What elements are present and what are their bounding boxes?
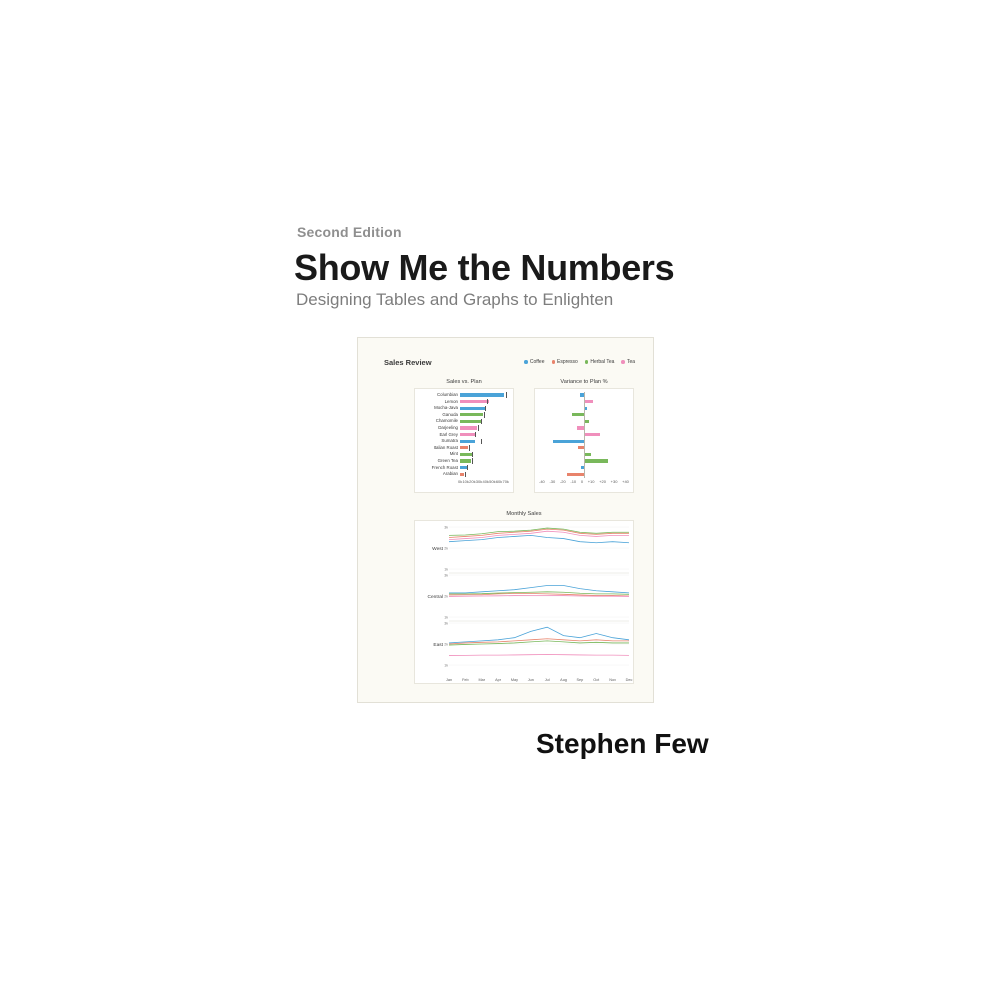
legend-swatch-icon (585, 360, 589, 364)
variance-chart-title: Variance to Plan % (560, 379, 608, 385)
author-name: Stephen Few (536, 728, 709, 759)
plan-reference-tick (467, 465, 468, 470)
bar-track (460, 425, 509, 432)
y-axis-tick-label: 2k (444, 594, 448, 599)
bar-row (416, 412, 509, 419)
bar-track (460, 471, 509, 478)
plan-reference-tick (472, 458, 473, 463)
bar-track (460, 418, 509, 425)
bar-label: Mocha-Java (434, 405, 458, 411)
subtitle: Designing Tables and Graphs to Enlighten (296, 290, 614, 309)
plan-reference-tick (481, 439, 482, 444)
bar-row (416, 399, 509, 406)
bar (584, 453, 591, 456)
bar (584, 459, 608, 462)
legend-item (621, 359, 635, 365)
axis-tick-label: -40 (539, 478, 545, 484)
x-axis-tick-label: Oct (593, 678, 600, 682)
bar-label: Darjeeling (438, 424, 458, 430)
x-axis-tick-label: Jan (445, 678, 453, 682)
bar (460, 453, 472, 456)
region-label: West (432, 547, 443, 552)
x-axis-tick-label: Jul (544, 678, 550, 682)
bar (567, 473, 584, 476)
sales-chart-title: Sales vs. Plan (446, 379, 482, 385)
bar-track (460, 465, 509, 472)
bar (577, 426, 584, 429)
bar-row (416, 432, 509, 439)
region-label: Central (427, 595, 443, 600)
x-axis-tick-label: Dec (625, 678, 633, 682)
bar (460, 400, 489, 403)
bar-track (460, 405, 509, 412)
bar (584, 433, 600, 436)
bar-track (460, 451, 509, 458)
line-series (449, 655, 629, 656)
bar (460, 433, 476, 436)
bar (460, 426, 477, 429)
plan-reference-tick (465, 472, 466, 477)
bar (460, 420, 482, 423)
x-axis-labels (539, 478, 629, 484)
axis-tick-label: 0k (458, 478, 463, 484)
bar-row (416, 418, 509, 425)
line-series (449, 535, 629, 542)
plan-reference-tick (475, 432, 476, 437)
plan-reference-tick (485, 406, 486, 411)
x-axis-tick-label: Mar (478, 678, 486, 682)
axis-tick-label: -30 (549, 478, 556, 484)
y-axis-tick-label: 2k (444, 546, 448, 551)
x-axis-tick-label: May (510, 678, 519, 682)
monthly-sales-chart (414, 520, 634, 684)
plan-reference-tick (506, 392, 507, 397)
bar-label: Arabian (442, 471, 458, 477)
bar-track (460, 399, 509, 406)
bar (460, 473, 464, 476)
plan-reference-tick (487, 399, 488, 404)
axis-tick-label: 30k (475, 478, 483, 484)
bar-label: Mint (449, 451, 458, 457)
bar-row (416, 465, 509, 472)
y-axis-tick-label: 1k (444, 615, 448, 620)
bar (553, 440, 585, 443)
chart-legend (524, 359, 635, 365)
y-axis-tick-label: 3k (444, 621, 448, 626)
axis-tick-label: 10k (462, 478, 469, 484)
bar-row (416, 392, 509, 399)
bar-label: Columbian (437, 392, 458, 397)
y-axis-tick-label: 1k (444, 663, 448, 668)
legend-label: Herbal Tea (590, 359, 615, 365)
axis-tick-label: -20 (559, 478, 566, 484)
plan-reference-tick (472, 452, 473, 457)
axis-tick-label: 40k (482, 478, 489, 484)
legend-swatch-icon (621, 360, 625, 364)
x-axis-tick-label: Jun (527, 678, 534, 682)
x-axis-tick-label: Sep (576, 678, 584, 682)
bar-label: Ganuda (442, 411, 458, 417)
bar (460, 393, 504, 396)
y-axis-tick-label: 3k (444, 573, 448, 578)
legend-item (524, 359, 544, 365)
bar-track (460, 458, 509, 465)
zero-axis-line (584, 392, 585, 478)
x-axis-labels (458, 478, 509, 484)
bar-track (460, 445, 509, 452)
plan-reference-tick (469, 445, 470, 450)
legend-label: Espresso (557, 359, 578, 365)
legend-swatch-icon (552, 360, 556, 364)
axis-tick-label: 0 (580, 478, 584, 484)
axis-tick-label: -10 (570, 478, 577, 484)
x-axis-tick-label: Aug (560, 678, 567, 682)
bar-label: Green Tea (437, 457, 458, 463)
axis-tick-label: 60k (495, 478, 503, 484)
x-axis-tick-label: Nov (609, 678, 617, 682)
bar-row (416, 445, 509, 452)
bar (584, 400, 593, 403)
bar (572, 413, 584, 416)
axis-tick-label: 20k (469, 478, 476, 484)
legend-item (552, 359, 578, 365)
bar-label: Lemon (444, 398, 458, 404)
y-axis-tick-label: 3k (444, 525, 448, 530)
bar (460, 413, 483, 416)
bar-label: French Roast (431, 464, 458, 470)
legend-label: Coffee (529, 359, 545, 365)
bar (460, 466, 467, 469)
bar-track (460, 432, 509, 439)
bar-row (416, 425, 509, 432)
bar-row (416, 458, 509, 465)
y-axis-tick-label: 2k (444, 642, 448, 647)
bar-track (460, 438, 509, 445)
bar-label: Chamomile (435, 418, 458, 424)
monthly-sales-svg (415, 521, 635, 685)
axis-tick-label: +40 (622, 478, 629, 484)
axis-tick-label: 70k (502, 478, 509, 484)
axis-tick-label: +30 (610, 478, 618, 484)
variance-to-plan-chart (534, 388, 634, 493)
plan-reference-tick (484, 412, 485, 417)
legend-swatch-icon (524, 360, 528, 364)
plan-reference-tick (478, 425, 479, 430)
dashboard-panel (357, 337, 654, 703)
bar-track (460, 412, 509, 419)
monthly-chart-title: Monthly Sales (506, 511, 542, 517)
x-axis-tick-label: Feb (462, 678, 469, 682)
line-series (449, 627, 629, 643)
sales-vs-plan-chart (414, 388, 514, 493)
plan-reference-tick (481, 419, 482, 424)
legend-label: Tea (626, 359, 635, 365)
legend-item (585, 359, 615, 365)
bar-row (416, 471, 509, 478)
region-label: East (433, 643, 443, 648)
y-axis-tick-label: 1k (444, 567, 448, 572)
edition-label: Second Edition (297, 224, 402, 240)
bar (460, 440, 475, 443)
axis-tick-label: +20 (599, 478, 606, 484)
axis-tick-label: +10 (587, 478, 595, 484)
bar-label: Sumatra (441, 438, 458, 444)
axis-tick-label: 50k (489, 478, 496, 484)
bar (460, 459, 471, 462)
bar (460, 407, 485, 410)
bar-label: Earl Grey (439, 431, 458, 437)
bar (460, 446, 468, 449)
dashboard-title: Sales Review (384, 358, 432, 367)
page-title: Show Me the Numbers (294, 247, 675, 288)
bar-track (460, 392, 509, 399)
bar-label: Italian Roast (433, 444, 458, 450)
x-axis-tick-label: Apr (495, 678, 502, 682)
bar-row (416, 405, 509, 412)
bar-row (416, 451, 509, 458)
bar-row (416, 438, 509, 445)
